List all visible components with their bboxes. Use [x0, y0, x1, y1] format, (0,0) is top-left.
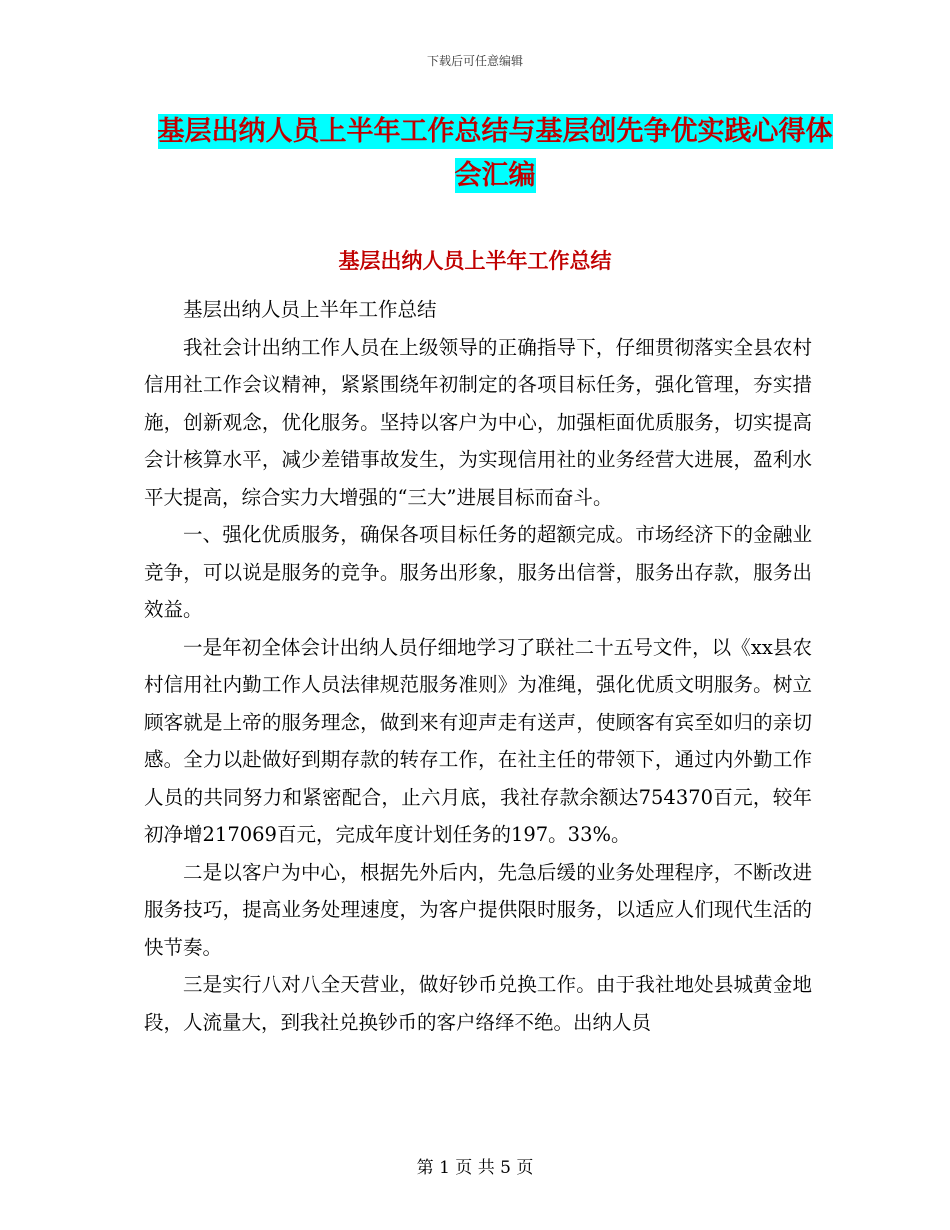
paragraph: 二是以客户为中心，根据先外后内，先急后缓的业务处理程序，不断改进服务技巧，提高业务处理速度，为客户提供限时服务，以适应人们现代生活的快节奏。: [144, 860, 812, 959]
paragraph: 基层出纳人员上半年工作总结: [183, 298, 437, 321]
header-note: 下载后可任意编辑: [426, 54, 523, 68]
paragraph: 一、强化优质服务，确保各项目标任务的超额完成。市场经济下的金融业竞争，可以说是服务的竞争。服务出形象，服务出信誉，服务出存款，服务出效益。: [144, 523, 812, 621]
page-footer: 第 1 页 共 5 页: [416, 1158, 534, 1178]
document-body: [144, 291, 812, 1041]
document-title: [150, 110, 840, 198]
document-title-text: 基层出纳人员上半年工作总结与基层创先争优实践心得体会汇编: [157, 116, 833, 191]
paragraph: 一是年初全体会计出纳人员仔细地学习了联社二十五号文件，以《xx县农村信用社内勤工作人员法律规范服务准则》为准绳，强化优质文明服务。树立顾客就是上帝的服务理念，做到来有迎声走有送声，使顾客有宾至如归的亲切感。全力以赴做好到期存款的转存工作，在社主任的带领下，通过内外勤工作人员的共同努力和紧密配合，止六月底，我社存款余额达754370百元，较年初净增217069百元，完成年度计划任务的197。33%。: [144, 635, 812, 846]
paragraph: 我社会计出纳工作人员在上级领导的正确指导下，仔细贯彻落实全县农村信用社工作会议精神，紧紧围绕年初制定的各项目标任务，强化管理，夯实措施，创新观念，优化服务。坚持以客户为中心，加强柜面优质服务，切实提高会计核算水平，减少差错事故发生，为实现信用社的业务经营大进展，盈利水平大提高，综合实力大增强的“三大”进展目标而奋斗。: [144, 335, 812, 509]
paragraph: 三是实行八对八全天营业，做好钞币兑换工作。由于我社地处县城黄金地段，人流量大，到我社兑换钞币的客户络绎不绝。出纳人员: [144, 973, 812, 1034]
section-title: 基层出纳人员上半年工作总结: [338, 249, 612, 273]
